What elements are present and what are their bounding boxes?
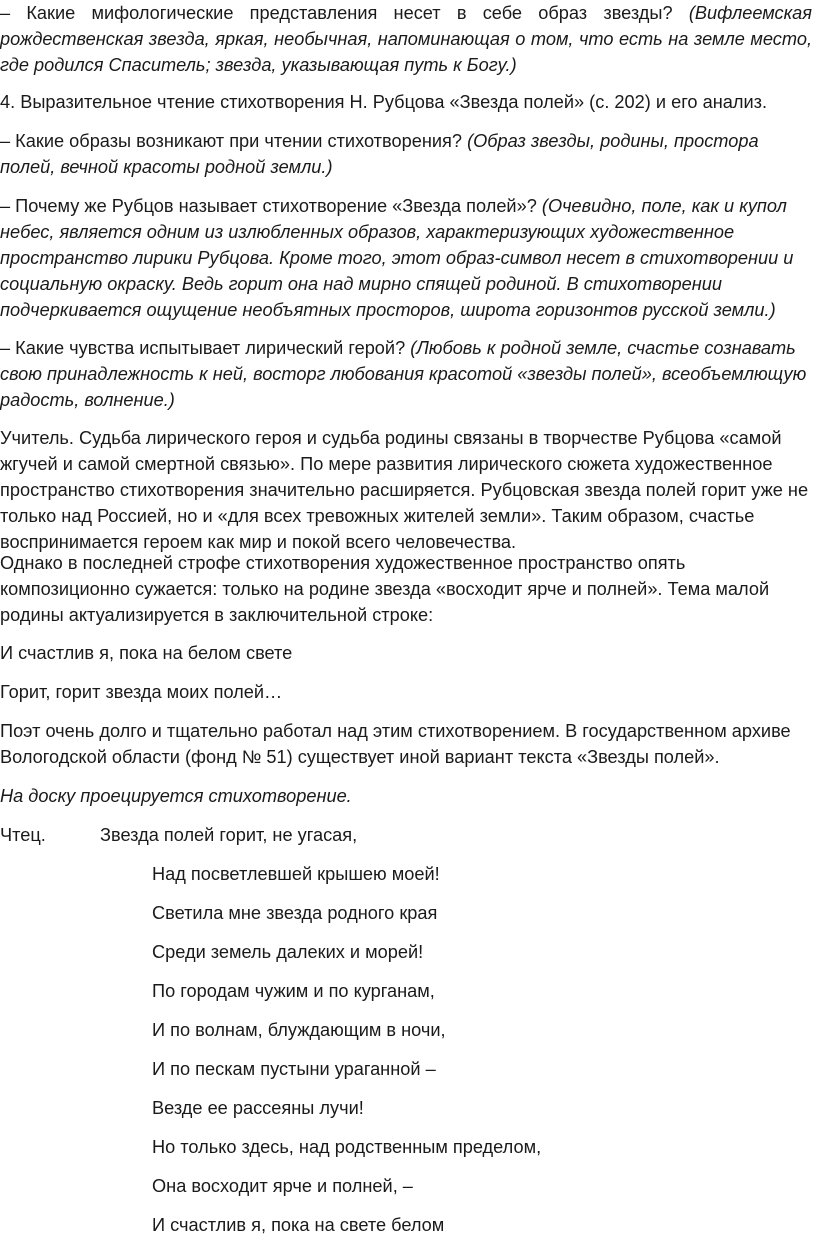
question-myth-paragraph	[0, 0, 812, 78]
poem-line: Везде ее рассеяны лучи!	[152, 1098, 364, 1118]
question-myth-text: – Какие мифологические представления несет в себе образ звезды?	[0, 3, 673, 23]
reader-label: Чтец.	[0, 825, 46, 845]
quote-line-2: Горит, горит звезда моих полей…	[0, 682, 283, 702]
answer-feelings-text: (Любовь к родной земле, счастье сознавать свою принадлежность к ней, восторг любования красотой «звезды полей», всеобъемлющую радость, волнение.)	[0, 338, 807, 410]
poem-line: Звезда полей горит, не угасая,	[100, 825, 358, 845]
question-why-paragraph	[0, 193, 812, 323]
question-images-text: – Какие образы возникают при чтении стихотворения?	[0, 131, 462, 151]
however-paragraph: Однако в последней строфе стихотворения художественное пространство опять композиционно сужается: только на родине звезда «восходит ярче и полней». Тема малой родины актуализируется в заключительной строке:	[0, 553, 770, 625]
question-feelings-paragraph	[0, 335, 812, 413]
poem-line: Но только здесь, над родственным пределом,	[152, 1137, 542, 1157]
answer-images-text: (Образ звезды, родины, простора полей, вечной красоты родной земли.)	[0, 131, 759, 177]
poem-line: И по пескам пустыни ураганной –	[152, 1059, 436, 1079]
poem-line: Светила мне звезда родного края	[152, 903, 438, 923]
poet-paragraph: Поэт очень долго и тщательно работал над этим стихотворением. В государственном архиве Вологодской области (фонд № 51) существует иной вариант текста «Звезды полей».	[0, 721, 791, 767]
question-images-paragraph	[0, 128, 812, 180]
answer-why-text: (Очевидно, поле, как и купол небес, является одним из излюбленных образов, характеризующих художественное пространство лирики Рубцова. Кроме того, этот образ-символ несет в стихотворении и социальную окраску. Ведь горит она над мирно спящей родиной. В стихотворении подчеркивается ощущение необъятных просторов, широта горизонтов русской земли.)	[0, 196, 794, 320]
poem-line: И счастлив я, пока на свете белом	[152, 1215, 445, 1235]
question-why-text: – Почему же Рубцов называет стихотворение «Звезда полей»?	[0, 196, 537, 216]
poem-line: По городам чужим и по курганам,	[152, 981, 435, 1001]
question-feelings-text: – Какие чувства испытывает лирический герой?	[0, 338, 406, 358]
teacher-paragraph: Учитель. Судьба лирического героя и судьба родины связаны в творчестве Рубцова «самой жгучей и самой смертной связью». По мере развития лирического сюжета художественное пространство стихотворения значительно расширяется. Рубцовская звезда полей горит уже не только над Россией, но и «для всех тревожных жителей земли». Таким образом, счастье воспринимается героем как мир и покой всего человечества.	[0, 428, 809, 552]
projection-note: На доску проецируется стихотворение.	[0, 786, 352, 806]
poem-line: Она восходит ярче и полней, –	[152, 1176, 413, 1196]
poem-line: Среди земель далеких и морей!	[152, 942, 424, 962]
item-4-heading: 4. Выразительное чтение стихотворения Н. Рубцова «Звезда полей» (с. 202) и его анализ.	[0, 92, 768, 112]
quote-line-1: И счастлив я, пока на белом свете	[0, 643, 293, 663]
poem-line: И по волнам, блуждающим в ночи,	[152, 1020, 446, 1040]
poem-line: Над посветлевшей крышею моей!	[152, 864, 440, 884]
answer-myth-text: (Вифлеемская рождественская звезда, яркая, необычная, напоминающая о том, что есть на земле место, где родился Спаситель; звезда, указывающая путь к Богу.)	[0, 3, 812, 75]
